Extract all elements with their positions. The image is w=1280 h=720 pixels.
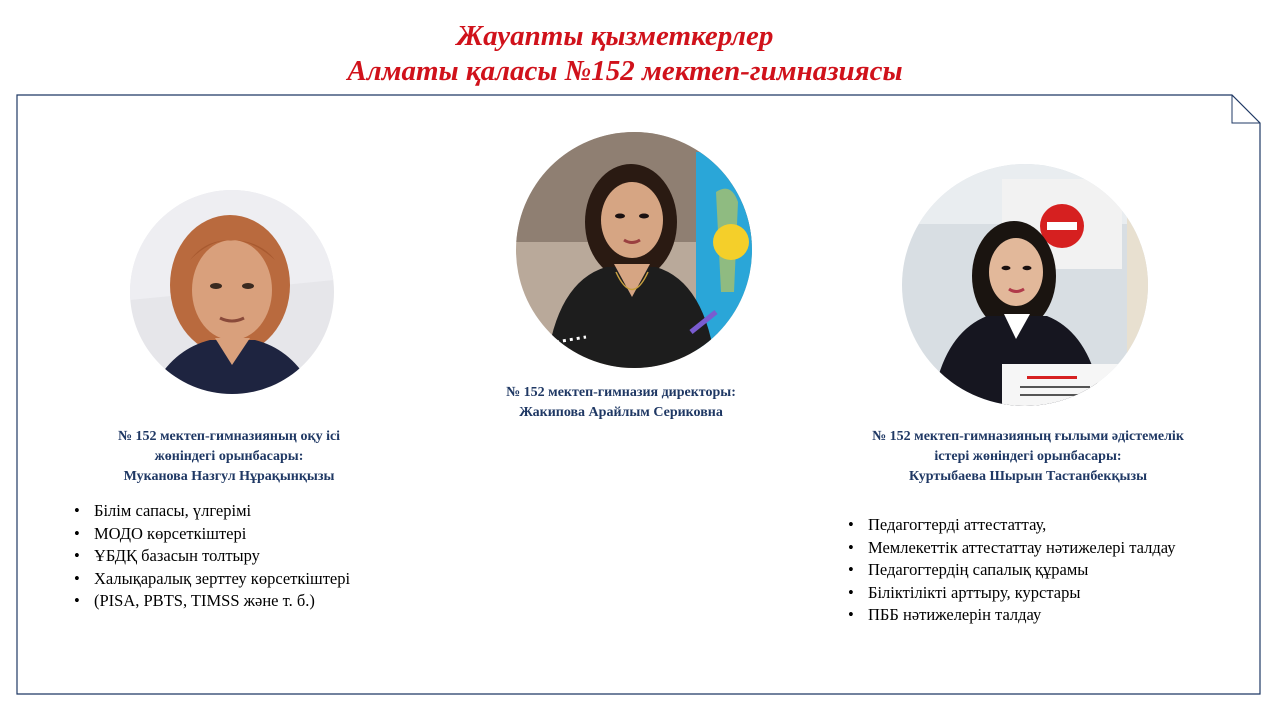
deputy-right-duties-list	[844, 514, 1175, 627]
page-subtitle: Алматы қаласы №152 мектеп-гимназиясы	[347, 55, 903, 87]
deputy-right-caption-position: істері жөніндегі орынбасары:	[934, 449, 1122, 464]
list-item: • ҰБДҚ базасын толтыру	[70, 545, 350, 568]
director-photo	[516, 132, 752, 368]
list-item: • ПББ нәтижелерін талдау	[844, 604, 1175, 627]
list-item: • Педагогтерді аттестаттау,	[844, 514, 1175, 537]
deputy-right-caption-role: № 152 мектеп-гимназияның ғылыми әдістемелік	[872, 429, 1184, 444]
list-item: • МОДО көрсеткіштері	[70, 523, 350, 546]
list-item: • Білім сапасы, үлгерімі	[70, 500, 350, 523]
list-item: • Педагогтердің сапалық құрамы	[844, 559, 1175, 582]
deputy-left-photo	[130, 190, 334, 394]
deputy-right-caption	[838, 427, 1218, 487]
director-caption-role: № 152 мектеп-гимназия директоры:	[506, 385, 736, 400]
list-item: • Халықаралық зерттеу көрсеткіштері	[70, 568, 350, 591]
list-item: • (PISA, PBTS, TIMSS және т. б.)	[70, 590, 350, 613]
deputy-left-caption-position: жөніндегі орынбасары:	[154, 449, 304, 464]
deputy-left-duties-list	[70, 500, 350, 613]
deputy-right-photo	[902, 164, 1148, 406]
deputy-left-caption	[79, 427, 379, 487]
director-caption-name: Жакипова Арайлым Сериковна	[519, 405, 723, 420]
list-item: • Біліктілікті арттыру, курстары	[844, 582, 1175, 605]
deputy-right-caption-name: Куртыбаева Шырын Тастанбекқызы	[908, 469, 1148, 484]
deputy-left-caption-role: № 152 мектеп-гимназияның оқу ісі	[117, 429, 341, 444]
page-title: Жауапты қызметкерлер	[456, 20, 774, 52]
deputy-left-caption-name: Муканова Назгул Нұрақынқызы	[123, 469, 335, 484]
list-item: • Мемлекеттік аттестаттау нәтижелері талдау	[844, 537, 1175, 560]
director-caption	[470, 383, 772, 423]
